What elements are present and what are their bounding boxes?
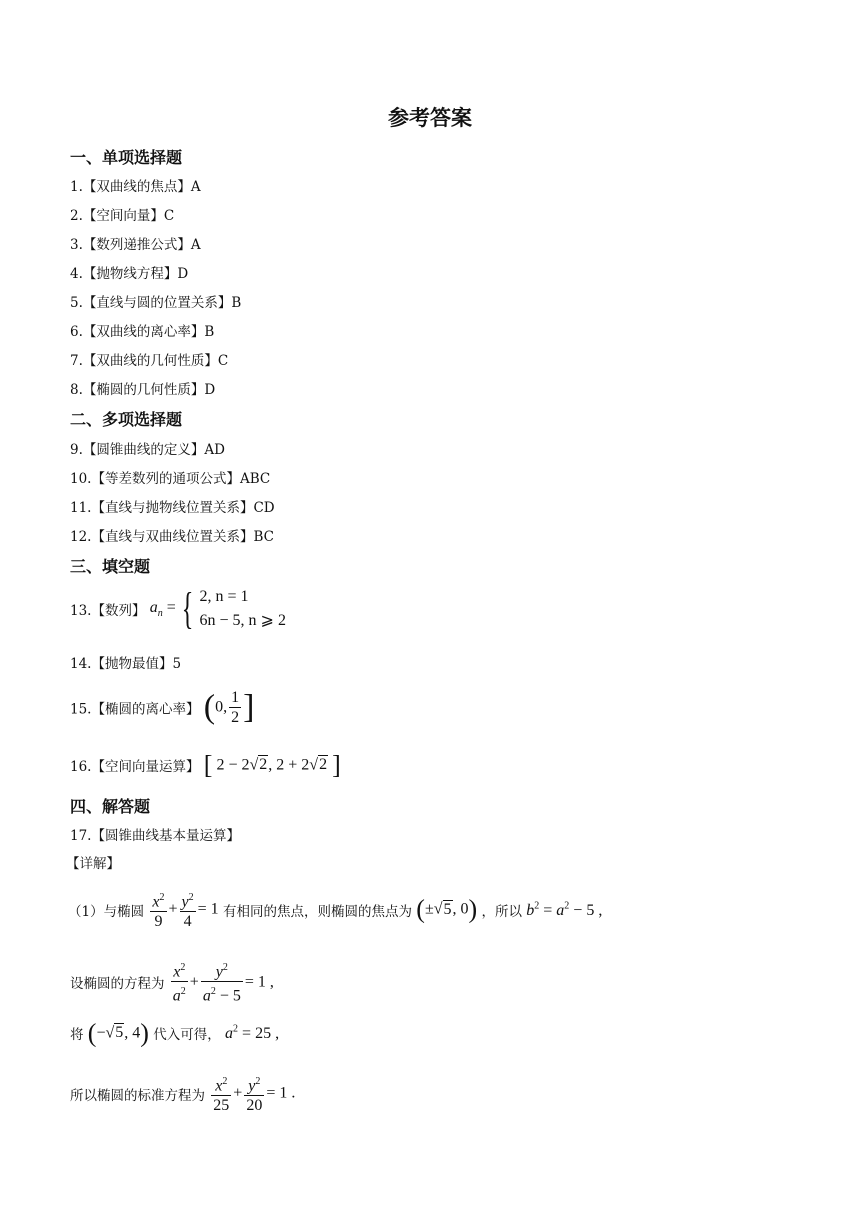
answer-line-q15 [70, 688, 254, 727]
answer-line: 8.【椭圆的几何性质】D [70, 382, 216, 398]
b-squared-formula: $b^2 = a^2 - 5$ , [526, 900, 603, 919]
solution-line-1 [68, 888, 602, 931]
section-heading-solution: 四、解答题 [70, 797, 151, 816]
solution-text: 设椭圆的方程为 [70, 976, 165, 992]
section-heading-multi-choice: 二、多项选择题 [70, 410, 183, 429]
point-formula: (−√5, 4) [87, 1018, 149, 1047]
solution-text: 代入可得， [153, 1027, 221, 1044]
q16-label: 16.【空间向量运算】 [70, 759, 200, 776]
answer-line: 3.【数列递推公式】A [70, 237, 201, 253]
solution-line-3 [70, 1020, 279, 1046]
solution-text: 有相同的焦点，则椭圆的焦点为 [222, 903, 412, 920]
ellipse-standard-equation: $\frac{x^2}{25}$ + $\frac{y^2}{20}$ = 1 . [209, 1084, 295, 1101]
q13-formula-lhs: $a_n$ = [149, 598, 176, 620]
q16-formula: [ 2 − 2√2, 2 + 2√2 ] [203, 750, 341, 779]
answer-line: 14.【抛物最值】5 [70, 656, 182, 672]
a-squared-value: $a^2 = 25$ , [225, 1023, 280, 1042]
ellipse-equation-given: $\frac{x^2}{9}$ + $\frac{y^2}{4}$ = 1 [148, 900, 218, 917]
question-17-heading: 17.【圆锥曲线基本量运算】 [70, 828, 240, 844]
q15-label: 15.【椭圆的离心率】 [70, 701, 200, 718]
focus-formula: (±√5, 0) [416, 894, 478, 924]
answer-line: 4.【抛物线方程】D [70, 266, 189, 282]
solution-text: （1）与椭圆 [68, 903, 145, 920]
page-title: 参考答案 [388, 106, 472, 130]
answer-line: 12.【直线与双曲线位置关系】BC [70, 529, 274, 545]
answer-line: 1.【双曲线的焦点】A [70, 179, 201, 195]
solution-line-4 [70, 1072, 295, 1115]
q15-formula: (0, $\frac{1}{2}$ ] [203, 688, 255, 726]
solution-text: ，所以 [481, 903, 522, 920]
answer-line: 9.【圆锥曲线的定义】AD [70, 442, 225, 458]
q13-cases [200, 585, 286, 633]
solution-line-2 [70, 958, 274, 1006]
section-heading-fill-blank: 三、填空题 [70, 557, 151, 576]
answer-line-q16 [70, 752, 341, 778]
q13-label: 13.【数列】 [70, 603, 146, 619]
section-heading-single-choice: 一、单项选择题 [70, 148, 183, 167]
answer-line: 5.【直线与圆的位置关系】B [70, 295, 242, 311]
q13-case-2: 6n − 5, n ⩾ 2 [199, 612, 286, 629]
q13-case-1: 2, n = 1 [199, 588, 249, 605]
solution-text: 将 [70, 1027, 84, 1044]
answer-line: 6.【双曲线的离心率】B [70, 324, 215, 340]
answer-line-q13 [70, 585, 286, 633]
detail-heading: 【详解】 [66, 856, 120, 872]
solution-text: 所以椭圆的标准方程为 [70, 1087, 205, 1104]
answer-line: 7.【双曲线的几何性质】C [70, 353, 229, 369]
answer-line: 11.【直线与抛物线位置关系】CD [70, 500, 275, 516]
q13-brace: { [181, 584, 194, 633]
ellipse-equation-general: $\frac{x^2}{a^2}$ + $\frac{y^2}{a^2 - 5}$ = 1 , [169, 973, 274, 990]
answer-line: 2.【空间向量】C [70, 208, 175, 224]
answer-line: 10.【等差数列的通项公式】ABC [70, 471, 271, 487]
